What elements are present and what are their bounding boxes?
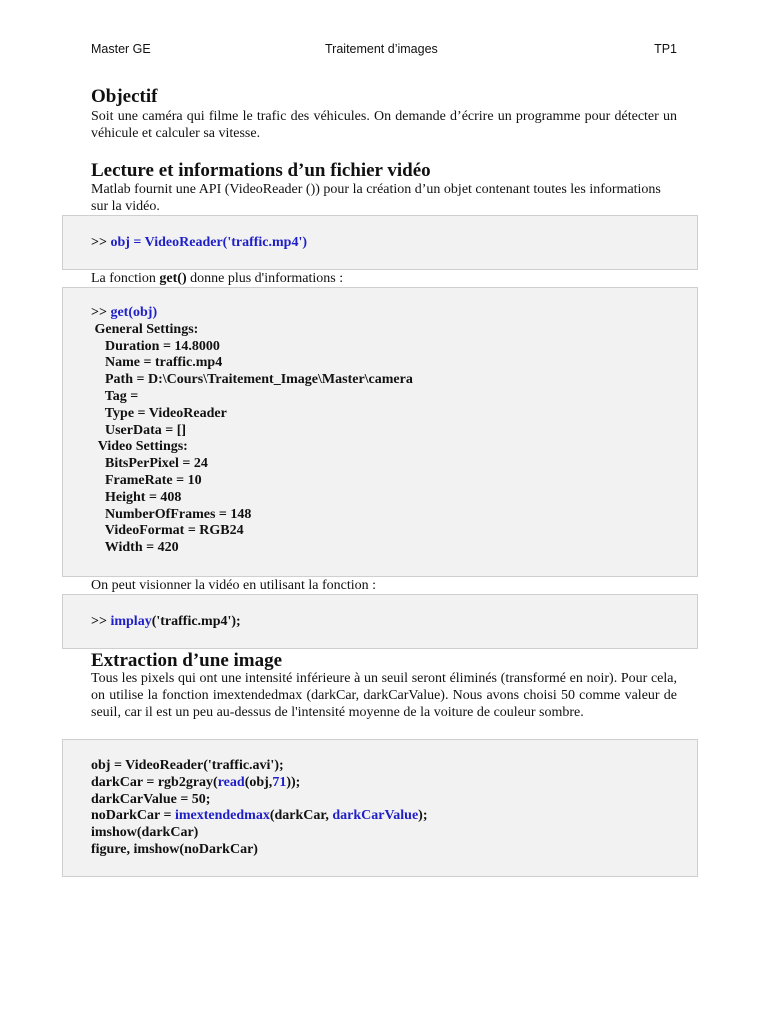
code-line: figure, imshow(noDarkCar) — [91, 841, 258, 857]
page-header — [91, 42, 677, 60]
code-number: 71 — [272, 774, 287, 790]
heading-objectif: Objectif — [91, 86, 158, 107]
code-line: BitsPerPixel = 24 — [91, 456, 208, 472]
code-line: Height = 408 — [91, 489, 182, 505]
code-line: obj = VideoReader('traffic.avi'); — [91, 758, 284, 773]
code-line — [91, 305, 413, 322]
code-extraction — [91, 758, 428, 859]
heading-lecture: Lecture et informations d’un fichier vidéo — [91, 160, 431, 181]
paragraph-extraction: Tous les pixels qui ont une intensité inférieure à un seuil seront éliminés (transformé en noir). Pour cela, on utilise la fonction imextendedmax (darkCar, darkCarValue). Nous avons choisi 50 comme valeur de seuil, car il est un peu au-dessus de l'intensité moyenne de la voiture de couleur sombre. — [91, 671, 677, 720]
code-line: Name = traffic.mp4 — [91, 355, 223, 371]
code-videoreader — [91, 235, 307, 252]
code-prompt: >> — [91, 614, 111, 629]
code-text: darkCar = rgb2gray( — [91, 774, 218, 790]
code-line: Duration = 14.8000 — [91, 338, 220, 354]
code-line — [91, 808, 428, 825]
paragraph-implay: On peut visionner la vidéo en utilisant la fonction : — [91, 578, 376, 593]
code-line: General Settings: — [91, 321, 199, 337]
code-command: obj = VideoReader('traffic.mp4') — [110, 235, 308, 250]
code-line: UserData = [] — [91, 422, 187, 438]
code-variable: darkCarValue — [332, 808, 419, 824]
code-line: Path = D:\Cours\Traitement_Image\Master\camera — [91, 372, 413, 388]
code-line: Width = 420 — [91, 540, 179, 556]
paragraph-lecture: Matlab fournit une API (VideoReader ()) pour la création d’un objet contenant toutes les informations sur la vidéo. — [91, 182, 661, 214]
code-function: implay — [110, 614, 152, 629]
code-line: Type = VideoReader — [91, 405, 227, 421]
code-line: imshow(darkCar) — [91, 825, 199, 841]
code-text: noDarkCar = — [91, 808, 175, 824]
code-text: ); — [418, 808, 428, 824]
header-title: Traitement d’images — [325, 42, 438, 56]
code-command: get(obj) — [110, 305, 158, 320]
code-line: Video Settings: — [91, 439, 188, 455]
code-keyword-read: read — [217, 774, 245, 790]
code-line: VideoFormat = RGB24 — [91, 523, 244, 539]
code-keyword-imextendedmax: imextendedmax — [174, 808, 270, 824]
code-args: ('traffic.mp4'); — [151, 614, 241, 629]
text-get-function: get() — [159, 271, 187, 286]
header-course: Master GE — [91, 42, 151, 56]
text-get-after: donne plus d'informations : — [186, 271, 344, 286]
code-prompt: >> — [91, 305, 111, 320]
code-get-output — [91, 305, 413, 557]
code-line: NumberOfFrames = 148 — [91, 506, 252, 522]
code-line — [91, 775, 428, 792]
code-implay — [91, 614, 241, 631]
code-text: )); — [286, 774, 301, 790]
code-line: Tag = — [91, 388, 142, 404]
code-line: FrameRate = 10 — [91, 472, 202, 488]
paragraph-get — [91, 270, 677, 287]
code-text: (obj, — [244, 774, 273, 790]
code-prompt: >> — [91, 235, 111, 250]
code-line: darkCarValue = 50; — [91, 791, 211, 807]
code-text: (darkCar, — [269, 808, 333, 824]
header-tp: TP1 — [654, 42, 677, 56]
heading-extraction: Extraction d’une image — [91, 650, 283, 671]
text-get-before: La fonction — [91, 271, 160, 286]
paragraph-objectif: Soit une caméra qui filme le trafic des véhicules. On demande d’écrire un programme pour détecter un véhicule et calculer sa vitesse. — [91, 109, 677, 141]
